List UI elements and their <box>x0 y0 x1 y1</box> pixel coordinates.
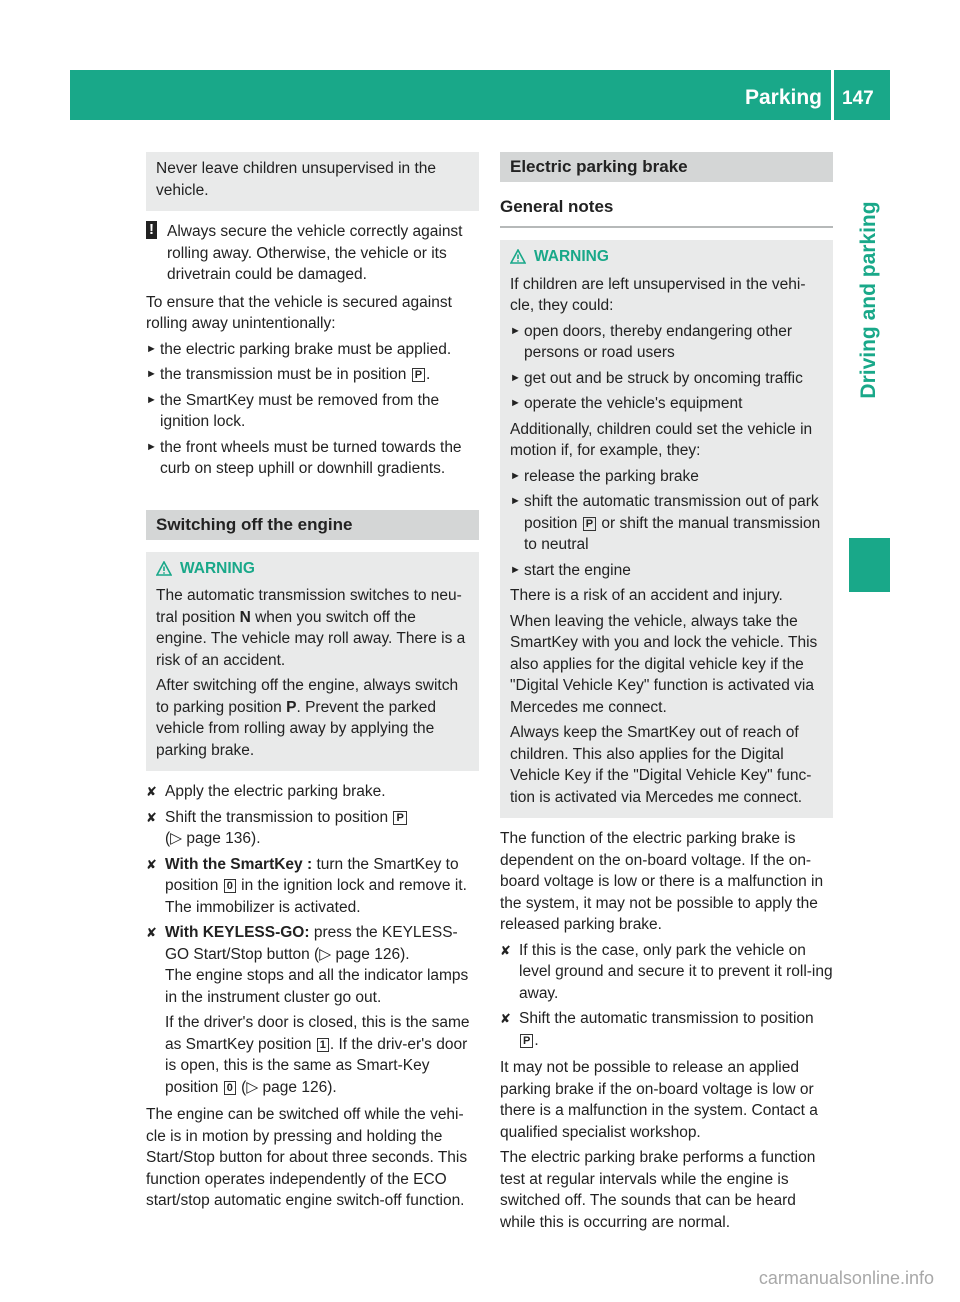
warning-paragraph: When leaving the vehicle, always take the SmartKey with you and lock the vehicle. This also applies for the digital vehicle key if the "Digital Vehicle Key" function is activated via Mercedes me connect. <box>510 612 818 716</box>
step-item: ✘ Shift the transmission to position P (▷ page 136). <box>146 807 479 850</box>
step-arrow-icon: ✘ <box>146 856 157 872</box>
list-item: ► release the parking brake <box>510 466 823 488</box>
gear-p-key: P <box>583 517 596 531</box>
warning-title <box>510 246 823 268</box>
bullet-icon: ► <box>510 563 521 576</box>
warning-bullet-list <box>510 466 823 582</box>
list-item: ► operate the vehicle's equipment <box>510 393 823 415</box>
key-position-1: 1 <box>317 1038 329 1052</box>
left-column <box>146 152 479 1216</box>
chapter-tab-marker <box>849 538 890 592</box>
gear-p-key: P <box>520 1034 533 1048</box>
page-reference-link[interactable]: (▷ page 126). <box>236 1078 337 1096</box>
key-position-0: 0 <box>224 879 236 893</box>
chapter-tab-label: Driving and parking <box>857 201 880 399</box>
voltage-paragraph: The function of the electric parking brake is dependent on the on-board voltage. If the on-board voltage is low or there is a malfunction in the system, it may not be possible to apply the released parking brake. <box>500 830 824 933</box>
page-reference-link[interactable]: (▷ page 136). <box>165 830 261 847</box>
list-item: ► the front wheels must be turned towards the curb on steep uphill or downhill gradients. <box>146 438 462 477</box>
closing-paragraph: The engine can be switched off while the vehi-cle is in motion by pressing and holding the Start/Stop button for about three seconds. This function operates independently of the ECO start/stop automatic engine switch-off function. <box>146 1106 468 1209</box>
page-section-title: Parking <box>744 86 822 109</box>
warning-paragraph: Additionally, children could set the vehicle in motion if, for example, they: <box>510 420 813 459</box>
warning-label: WARNING <box>180 559 255 577</box>
step-item: ✘ Shift the automatic transmission to position P . <box>500 1010 814 1049</box>
function-test-paragraph: The electric parking brake performs a function test at regular intervals while the engine is switched off. The sounds that can be heard while this is occurring are normal. <box>500 1149 816 1231</box>
step-arrow-icon: ✘ <box>146 809 157 825</box>
step-item: ✘ Apply the electric parking brake. <box>146 781 479 803</box>
step-arrow-icon: ✘ <box>146 784 157 799</box>
list-item: ► the electric parking brake must be applied. <box>146 339 479 361</box>
key-position-0: 0 <box>224 1081 236 1095</box>
release-paragraph: It may not be possible to release an applied parking brake if the on-board voltage is low or there is a malfunction in the system. Contact a qualified specialist workshop. <box>500 1059 818 1141</box>
bullet-icon: ► <box>510 324 521 337</box>
warning-paragraph: There is a risk of an accident and injury. <box>510 587 783 604</box>
parking-brake-steps <box>500 940 833 1052</box>
warning-paragraph: After switching off the engine, always switch to parking position P. Prevent the parked vehicle from rolling away by applying the parking brake. <box>156 677 459 759</box>
warning-box <box>500 240 833 818</box>
caution-note <box>146 221 479 286</box>
warning-paragraph: The automatic transmission switches to neu-tral position N when you switch off the engine. The vehicle may roll away. There is a risk of an accident. <box>156 587 466 669</box>
step-arrow-icon: ✘ <box>500 942 511 958</box>
step-arrow-icon: ✘ <box>500 1011 511 1026</box>
switch-off-steps <box>146 781 479 1098</box>
warning-paragraph: Always keep the SmartKey out of reach of children. This also applies for the Digital Vehicle Key if the "Digital Vehicle Key" func-tion is activated via Mercedes me connect. <box>510 724 812 806</box>
list-item: ► start the engine <box>510 560 823 582</box>
warning-triangle-icon <box>156 561 172 576</box>
caution-icon: ! <box>146 221 157 239</box>
page-number: 147 <box>842 88 874 109</box>
notice-line-1: Never leave children unsupervised in the <box>156 160 437 177</box>
warning-bullet-list <box>510 321 823 415</box>
gear-p-key: P <box>393 811 406 825</box>
bullet-icon: ► <box>146 368 157 380</box>
bullet-icon: ► <box>510 495 521 507</box>
watermark-text: carmanualsonline.info <box>758 1268 934 1288</box>
page-reference-link[interactable]: press the KEYLESS-GO Start/Stop button (▷ page 126). <box>165 924 458 963</box>
subsection-title-general-notes: General notes <box>500 196 833 228</box>
bullet-icon: ► <box>146 393 157 406</box>
secure-bullet-list <box>146 339 479 480</box>
children-notice-box <box>146 152 479 211</box>
gear-p-key: P <box>412 368 425 382</box>
caution-text: Always secure the vehicle correctly against rolling away. Otherwise, the vehicle or its drivetrain could be damaged. <box>167 223 463 283</box>
step-arrow-icon: ✘ <box>146 925 157 940</box>
warning-triangle-icon <box>510 249 526 264</box>
list-item: ► get out and be struck by oncoming traffic <box>510 368 823 390</box>
list-item: ► the SmartKey must be removed from the ignition lock. <box>146 391 440 430</box>
step-item: ✘ With KEYLESS-GO: press the KEYLESS-GO Start/Stop button (▷ page 126). The engine stops and all the indicator lamps in the instrument cluster go out. If the driver's door is closed, this is the same as SmartKey position 1 . If the driv-er's door is open, this is the same as Smart-Key position 0 (▷ page 126). <box>146 924 470 1096</box>
secure-intro: To ensure that the vehicle is secured against rolling away unintentionally: <box>146 293 452 332</box>
warning-title <box>156 558 469 580</box>
step-item: ✘ If this is the case, only park the vehicle on level ground and secure it to prevent it roll-ing away. <box>500 941 833 1002</box>
section-title-switching-off: Switching off the engine <box>146 510 479 540</box>
section-title-parking-brake: Electric parking brake <box>500 152 833 182</box>
warning-label: WARNING <box>534 248 609 265</box>
step-item: ✘ With the SmartKey : turn the SmartKey to position 0 in the ignition lock and remove it. The immobilizer is activated. <box>146 855 467 916</box>
header-separator <box>831 70 834 120</box>
bullet-icon: ► <box>510 397 521 409</box>
list-item: ► the transmission must be in position P . <box>146 364 479 386</box>
list-item: ► shift the automatic transmission out of park position P or shift the manual transmission to neutral <box>510 493 821 553</box>
bullet-icon: ► <box>146 342 157 355</box>
bullet-icon: ► <box>510 469 521 482</box>
list-item: ► open doors, thereby endangering other persons or road users <box>510 322 793 361</box>
warning-box <box>146 552 479 772</box>
right-column <box>500 152 833 1237</box>
notice-line-2: vehicle. <box>156 181 209 199</box>
bullet-icon: ► <box>146 440 157 453</box>
warning-paragraph: If children are left unsupervised in the vehi-cle, they could: <box>510 275 806 314</box>
bullet-icon: ► <box>510 371 521 384</box>
